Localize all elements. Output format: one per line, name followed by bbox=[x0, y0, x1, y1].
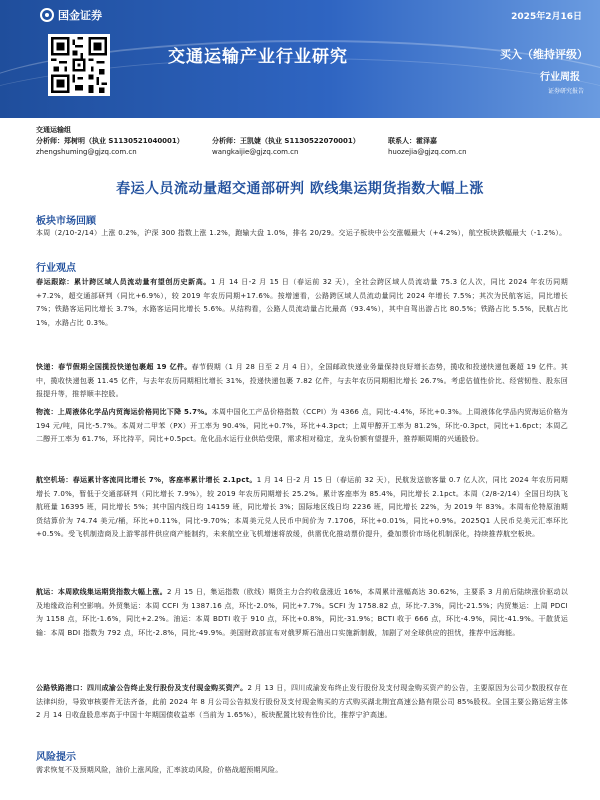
section-heading-views: 行业观点 bbox=[36, 263, 76, 274]
report-date: 2025年2月16日 bbox=[511, 12, 582, 22]
analyst-1-email: zhengshuming@gjzq.com.cn bbox=[36, 148, 137, 156]
logo-icon bbox=[40, 8, 54, 22]
report-header bbox=[0, 0, 600, 118]
view-text: 本周中国化工产品价格指数（CCPI）为 4366 点，同比-4.4%，环比+0.3%。上周液体化学品内贸海运价格为 194 元/吨，同比-5.7%。本周对二甲苯（PX）开工率为 90.4%，同比+0.7%，环比+4.3pct；上周甲醇开工率为 81.2%，环比-0.3pct，同比+1.6pct；本周乙二醇开工率为 61.7%，环比持平，同比+0.5pct。危化品水运行业供给受限，需求相对稳定，龙头份额有望提升，推荐顺周期的兴通股份。 bbox=[36, 408, 568, 444]
view-text: 1 月 14 日-2 月 15 日（春运前 32 天），民航发送旅客量 0.7 亿人次，同比 2024 年农历同期增长 7.0%，暂低于交通部研判（同比增长 7.9%），较 2019 年农历同期增长 25.2%。累计客座率为 85.4%，同比增长 2.1pct。本周（2/8-2/14）全国日均执飞航班量 16395 班，同比增长 5%；其中国内线日均 14159 班，同比增长 3%；国际地区线日均 2236 班，同比增长 22%，为 2019 年 83%。本周布伦特原油期货结算价为 74.74 美元/桶，环比+0.11%，同比-9.70%；本周美元兑人民币中间价为 7.1706，环比+0.01%，同比+0.9%。2025Q1 人民币兑美元汇率环比+0.5%。受飞机制造商及上游零部件供应商产能制约，未来航空业飞机增速将放缓，供需优化推动票价提升，叠加票价市场化机制深化，持续推荐航空板块。 bbox=[36, 476, 568, 539]
view-text: 1 月 14 日-2 月 15 日（春运前 32 天），全社会跨区域人员流动量 75.3 亿人次，同比 2024 年农历同期+7.2%，超交通部研判（同比+6.9%），较 2019 年农历同期+17.6%。按增速看，公路跨区域人员流动量同比 2024 年增长 7.5%；其次为民航客运，同比增长 7%；铁路客运同比增长 3.7%，水路客运同比增长 5.6%。从结构看，公路人员流动量占比最高（93.4%），其中自驾出游占比 80.5%；铁路占比 5.5%，民航占比 1%，水路占比 0.3%。 bbox=[36, 278, 568, 327]
section-heading-risk: 风险提示 bbox=[36, 752, 76, 763]
section-heading-market: 板块市场回顾 bbox=[36, 216, 96, 227]
view-lead: 物流：上周液体化学品内贸海运价格同比下降 5.7%。 bbox=[36, 408, 212, 416]
brand-logo bbox=[40, 7, 102, 23]
report-subtype: 证券研究报告 bbox=[548, 88, 585, 95]
view-text: 2 月 13 日，四川成渝发布终止发行股份及支付现金购买资产的公告，主要原因为公司少数股权存在法律纠纷，导致审核要件无法齐备，此前 2024 年 8 月公司公告拟发行股份及支付现金购买的方式购买湖北荆宜高速公路有限公司 85%股权。全国主要公路运营主体 2 月 14 日收盘股息率高于中国十年期国债收益率（当前为 1.65%），板块配置比较有性价比，推荐宁沪高速。 bbox=[36, 684, 569, 720]
rating-badge: 买入（维持评级） bbox=[500, 48, 588, 61]
view-paragraph bbox=[36, 406, 568, 447]
analyst-emails-row bbox=[36, 147, 576, 158]
view-paragraph bbox=[36, 361, 568, 402]
report-type: 行业周报 bbox=[540, 72, 580, 83]
view-paragraph bbox=[36, 276, 568, 330]
qr-code-icon bbox=[48, 34, 110, 96]
view-lead: 航空机场：春运累计客流同比增长 7%，客座率累计增长 2.1pct。 bbox=[36, 476, 257, 484]
view-lead: 航运：本周欧线集运期货指数大幅上涨。 bbox=[36, 588, 167, 596]
main-headline: 春运人员流动量超交通部研判 欧线集运期货指数大幅上涨 bbox=[116, 181, 484, 197]
report-title: 交通运输产业行业研究 bbox=[168, 47, 348, 67]
team-name: 交通运输组 bbox=[36, 126, 71, 134]
analyst-block bbox=[36, 125, 576, 158]
view-paragraph bbox=[36, 586, 568, 640]
view-text: 春节假期（1 月 28 日至 2 月 4 日），全国邮政快递业务量保持良好增长态势，揽收和投递快递包裹超 19 亿件。其中，揽收快递包裹 11.45 亿件，与去年农历同期相比增长 31%，投递快递包裹 7.82 亿件，与去年农历同期相比增长 26.7%。考虑估值性价比、经营韧性、股东回报提升等，推荐顺丰控股。 bbox=[36, 363, 568, 399]
view-lead: 春运跟踪：累计跨区域人员流动量有望创历史新高。 bbox=[36, 278, 211, 286]
contact-email: huozejia@gjzq.com.cn bbox=[388, 148, 467, 156]
analyst-1-name: 分析师：郑树明（执业 S1130521040001） bbox=[36, 137, 184, 145]
risk-text: 需求恢复不及预期风险，油价上涨风险，汇率波动风险，价格战超预期风险。 bbox=[36, 766, 283, 774]
analyst-2-name: 分析师：王凯婕（执业 S1130522070001） bbox=[212, 137, 360, 145]
market-review-text: 本周（2/10-2/14）上涨 0.2%，沪深 300 指数上涨 1.2%，跑输大盘 1.0%，排名 20/29。交运子板块中公交涨幅最大（+4.2%），航空板块跌幅最大（-1.2%）。 bbox=[36, 229, 567, 237]
analyst-names-row bbox=[36, 136, 576, 147]
logo-text: 国金证券 bbox=[58, 9, 102, 22]
view-paragraph bbox=[36, 474, 568, 542]
contact-name: 联系人：霍泽嘉 bbox=[388, 137, 437, 145]
view-paragraph bbox=[36, 682, 568, 723]
view-text: 2 月 15 日，集运指数（欧线）期货主力合约收盘涨近 16%，本周累计涨幅高达 30.62%，主要系 3 月前后陆续涨价驱动以及地缘政治利空影响。外贸集运：本周 CCFI 为 1387.16 点，环比-2.0%，同比+7.7%。SCFI 为 1758.82 点，环比-7.3%，同比-21.5%；内贸集运：上周 PDCI 为 1158 点，环比-1.6%，同比+2.2%。油运：本周 BDTI 收于 910 点，环比+0.8%，同比-31.9%；BCTI 收于 666 点，环比-4.9%，同比-41.9%。干散货运输：本周 BDI 指数为 792 点，环比-2.8%，同比-49.9%。美国财政部宣布对俄罗斯石油出口实施新制裁，加剧了对全球供应的担忧，推荐中远海能。 bbox=[36, 588, 569, 637]
view-lead: 公路铁路港口：四川成渝公告终止发行股份及支付现金购买资产。 bbox=[36, 684, 248, 692]
view-lead: 快递：春节假期全国揽投快递包裹超 19 亿件。 bbox=[36, 363, 192, 371]
analyst-2-email: wangkaijie@gjzq.com.cn bbox=[212, 148, 299, 156]
